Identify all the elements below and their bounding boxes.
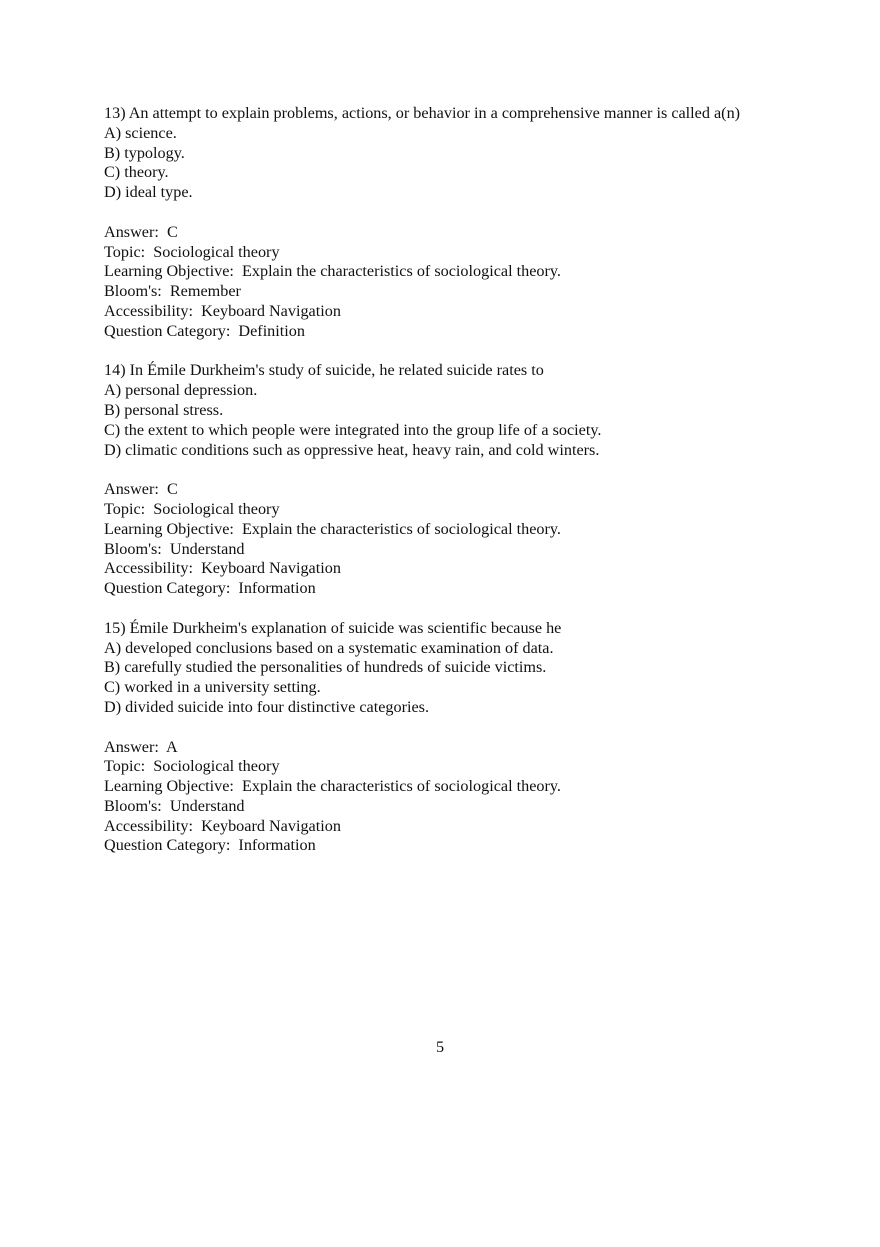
- option-b: B) carefully studied the personalities of hundreds of suicide victims.: [104, 658, 547, 677]
- topic-line: Topic: Sociological theory: [104, 757, 280, 776]
- option-b: B) personal stress.: [104, 400, 224, 419]
- page-number: 5: [435, 1038, 445, 1056]
- option-c: C) the extent to which people were integrated into the group life of a society.: [104, 420, 602, 439]
- answer-line: Answer: A: [104, 737, 178, 756]
- option-d: D) divided suicide into four distinctive categories.: [104, 697, 430, 716]
- question-category-line: Question Category: Definition: [104, 321, 305, 340]
- question-category-line: Question Category: Information: [104, 836, 316, 855]
- answer-line: Answer: C: [104, 480, 178, 499]
- blooms-line: Bloom's: Understand: [104, 539, 245, 558]
- learning-objective-line: Learning Objective: Explain the characteristics of sociological theory.: [104, 777, 561, 796]
- question-15: [104, 619, 764, 857]
- accessibility-line: Accessibility: Keyboard Navigation: [104, 301, 341, 320]
- blooms-line: Bloom's: Understand: [104, 796, 245, 815]
- option-d: D) ideal type.: [104, 183, 193, 202]
- learning-objective-line: Learning Objective: Explain the characteristics of sociological theory.: [104, 262, 561, 281]
- question-stem: 14) In Émile Durkheim's study of suicide, he related suicide rates to: [104, 361, 544, 380]
- learning-objective-line: Learning Objective: Explain the characteristics of sociological theory.: [104, 519, 561, 538]
- question-13: [104, 104, 764, 342]
- question-stem: 13) An attempt to explain problems, actions, or behavior in a comprehensive manner is called a(n): [104, 104, 741, 122]
- question-list: [104, 104, 764, 856]
- option-a: A) developed conclusions based on a systematic examination of data.: [104, 638, 554, 657]
- option-c: C) theory.: [104, 163, 169, 182]
- accessibility-line: Accessibility: Keyboard Navigation: [104, 559, 341, 578]
- option-c: C) worked in a university setting.: [104, 678, 321, 697]
- topic-line: Topic: Sociological theory: [104, 499, 280, 518]
- option-a: A) personal depression.: [104, 381, 258, 400]
- accessibility-line: Accessibility: Keyboard Navigation: [104, 816, 341, 835]
- topic-line: Topic: Sociological theory: [104, 242, 280, 261]
- question-14: [104, 361, 764, 599]
- option-b: B) typology.: [104, 143, 185, 162]
- question-category-line: Question Category: Information: [104, 579, 316, 598]
- option-d: D) climatic conditions such as oppressive heat, heavy rain, and cold winters.: [104, 440, 600, 459]
- answer-line: Answer: C: [104, 222, 178, 241]
- option-a: A) science.: [104, 123, 177, 142]
- question-stem: 15) Émile Durkheim's explanation of suicide was scientific because he: [104, 618, 562, 637]
- blooms-line: Bloom's: Remember: [104, 282, 241, 301]
